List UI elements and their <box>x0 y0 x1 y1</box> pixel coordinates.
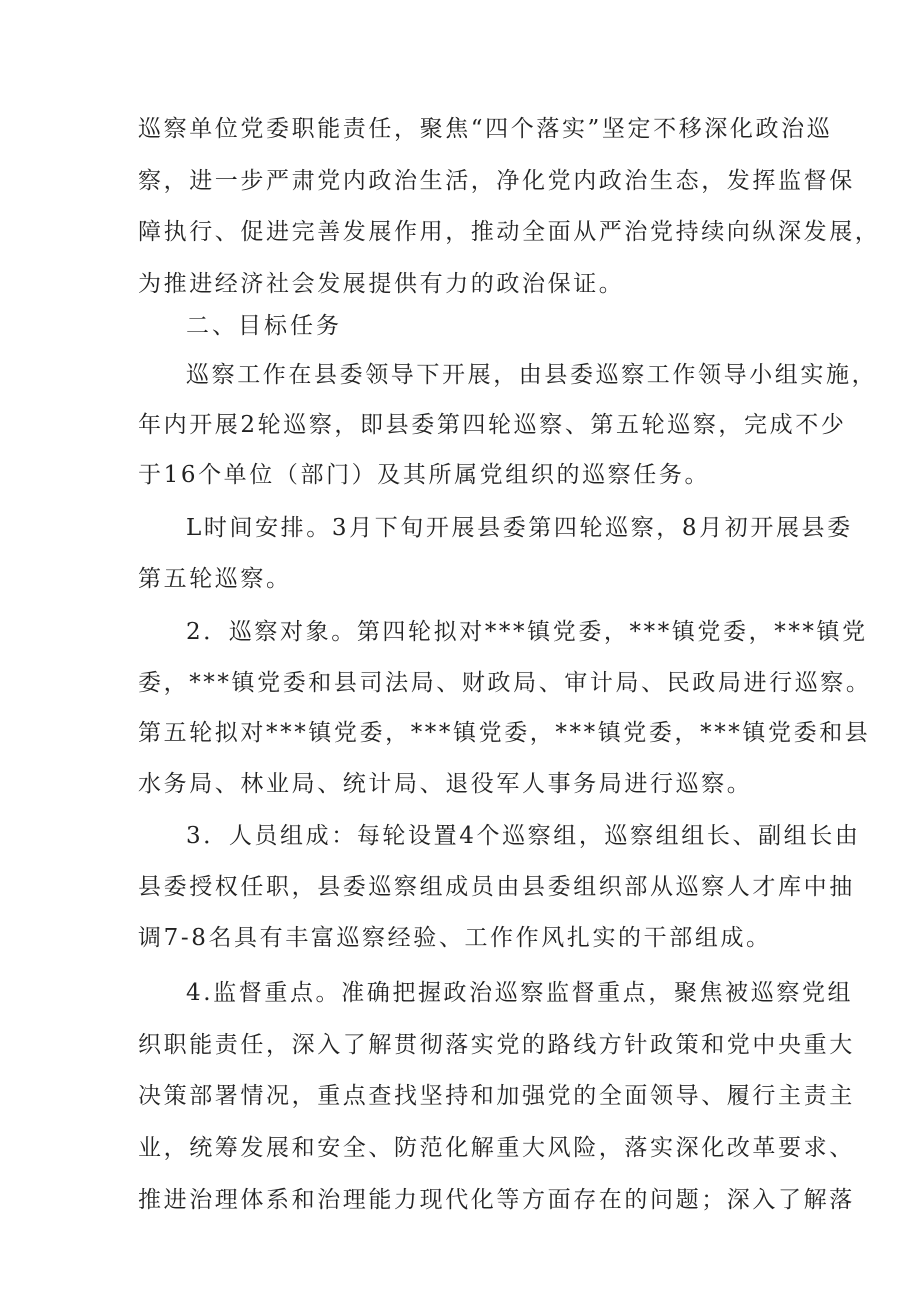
paragraph-line: 第五轮巡察。 <box>138 566 292 592</box>
paragraph-line: 巡察单位党委职能责任，聚焦“四个落实”坚定不移深化政治巡 <box>138 116 833 142</box>
paragraph-line: 4.监督重点。准确把握政治巡察监督重点，聚焦被巡察党组 <box>186 980 854 1006</box>
paragraph-line: 障执行、促进完善发展作用，推动全面从严治党持续向纵深发展， <box>138 219 881 245</box>
paragraph-line: L时间安排。3月下旬开展县委第四轮巡察，8月初开展县委 <box>186 515 853 541</box>
paragraph-line: 织职能责任，深入了解贯彻落实党的路线方针政策和党中央重大 <box>138 1032 855 1058</box>
paragraph-line: 决策部署情况，重点查找坚持和加强党的全面领导、履行主责主 <box>138 1083 855 1109</box>
paragraph-line: 2．巡察对象。第四轮拟对***镇党委，***镇党委，***镇党 <box>186 619 868 645</box>
paragraph-line: 第五轮拟对***镇党委，***镇党委，***镇党委，***镇党委和县 <box>138 720 871 746</box>
paragraph-line: 3．人员组成：每轮设置4个巡察组，巡察组组长、副组长由 <box>186 823 861 849</box>
paragraph-line: 业，统筹发展和安全、防范化解重大风险，落实深化改革要求、 <box>138 1135 855 1161</box>
paragraph-line: 县委授权任职，县委巡察组成员由县委组织部从巡察人才库中抽 <box>138 874 855 900</box>
paragraph-line: 巡察工作在县委领导下开展，由县委巡察工作领导小组实施， <box>186 362 878 388</box>
paragraph-line: 委，***镇党委和县司法局、财政局、审计局、民政局进行巡察。 <box>138 670 872 696</box>
paragraph-line: 年内开展2轮巡察，即县委第四轮巡察、第五轮巡察，完成不少 <box>138 412 847 438</box>
paragraph-line: 为推进经济社会发展提供有力的政治保证。 <box>138 271 625 297</box>
paragraph-line: 调7-8名具有丰富巡察经验、工作作风扎实的干部组成。 <box>138 925 772 951</box>
section-heading: 二、目标任务 <box>186 313 342 339</box>
paragraph-line: 水务局、林业局、统计局、退役军人事务局进行巡察。 <box>138 771 753 797</box>
paragraph-line: 于16个单位（部门）及其所属党组织的巡察任务。 <box>138 462 711 488</box>
paragraph-line: 察，进一步严肃党内政治生活，净化党内政治生态，发挥监督保 <box>138 168 855 194</box>
paragraph-line: 推进治理体系和治理能力现代化等方面存在的问题；深入了解落 <box>138 1187 855 1213</box>
